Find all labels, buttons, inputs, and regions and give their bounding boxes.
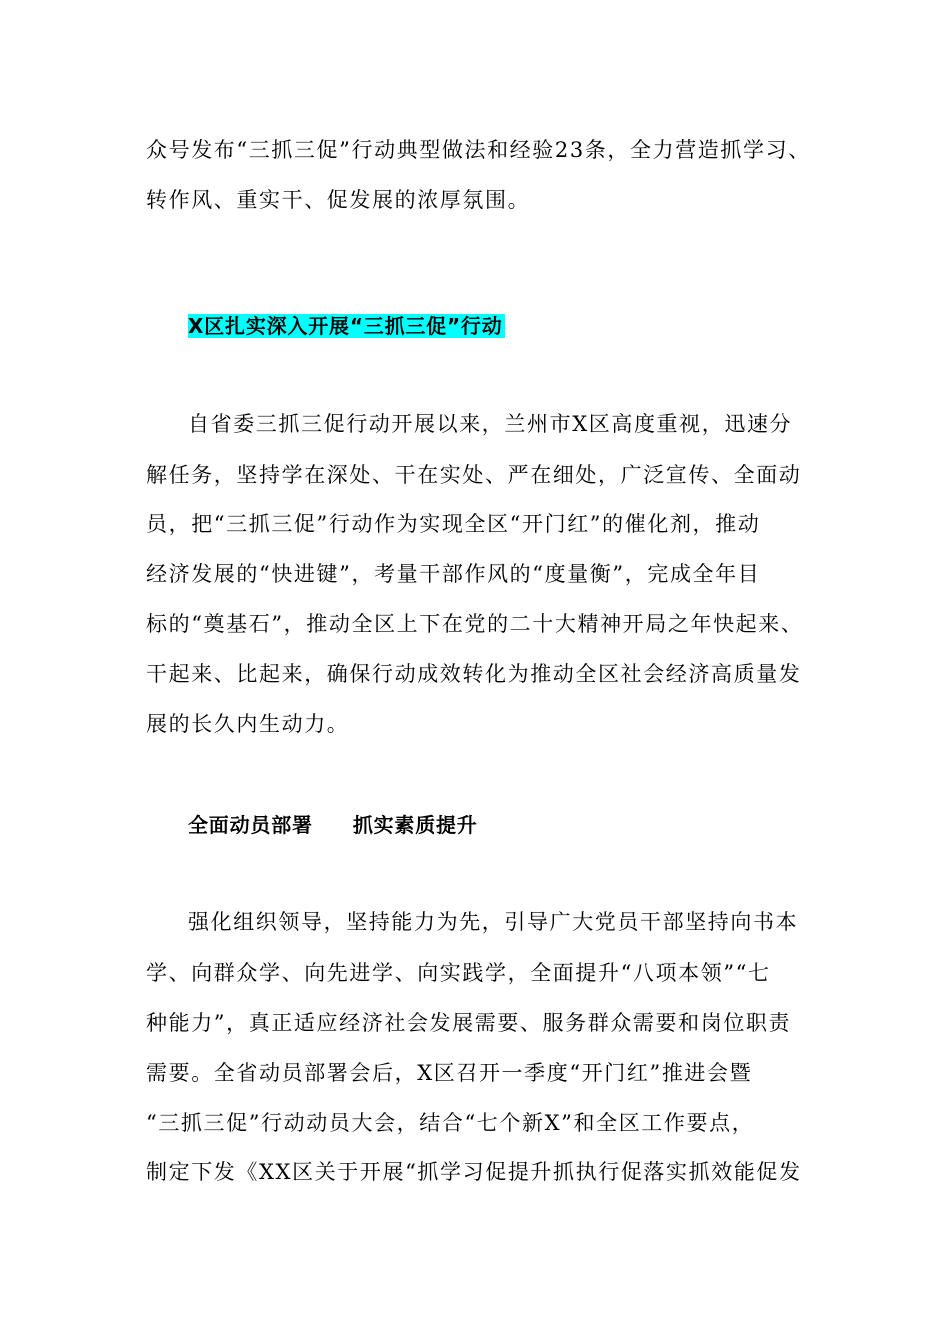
paragraph-line: 解任务，坚持学在深处、干在实处、严在细处，广泛宣传、全面动 — [146, 463, 802, 487]
paragraph-line: 需要。全省动员部署会后，X区召开一季度“开门红”推进会暨 — [146, 1061, 753, 1085]
paragraph-line: “三抓三促”行动动员大会，结合“七个新X”和全区工作要点， — [146, 1111, 755, 1135]
section-title — [188, 312, 858, 340]
paragraph-line: 干起来、比起来，确保行动成效转化为推动全区社会经济高质量发 — [146, 662, 802, 686]
paragraph-line: 种能力”，真正适应经济社会发展需要、服务群众需要和岗位职责 — [146, 1011, 792, 1035]
subheading-part-1: 全面动员部署 — [188, 813, 313, 837]
title-highlight: X区扎实深入开展“三抓三促”行动 — [188, 314, 503, 338]
intro-line-2: 转作风、重实干、促发展的浓厚氛围。 — [146, 188, 531, 212]
paragraph-line: 强化组织领导，坚持能力为先，引导广大党员干部坚持向书本 — [188, 910, 799, 934]
paragraph-line: 学、向群众学、向先进学、向实践学，全面提升“八项本领”“七 — [146, 961, 771, 985]
paragraph-line: 自省委三抓三促行动开展以来，兰州市X区高度重视，迅速分 — [188, 412, 793, 436]
subheading-part-2: 抓实素质提升 — [352, 813, 478, 837]
intro-line-1: 众号发布“三抓三促”行动典型做法和经验23条，全力营造抓学习、 — [146, 138, 811, 162]
paragraph-line: 标的“奠基石”，推动全区上下在党的二十大精神开局之年快起来、 — [146, 612, 804, 636]
paragraph-line: 经济发展的“快进键”，考量干部作风的“度量衡”，完成全年目 — [146, 562, 761, 586]
paragraph-line: 制定下发《XX区关于开展“抓学习促提升抓执行促落实抓效能促发 — [146, 1160, 802, 1184]
paragraph-line: 员，把“三抓三促”行动作为实现全区“开门红”的催化剂，推动 — [146, 512, 761, 536]
paragraph-line: 展的长久内生动力。 — [146, 712, 350, 736]
subheading — [188, 811, 858, 839]
